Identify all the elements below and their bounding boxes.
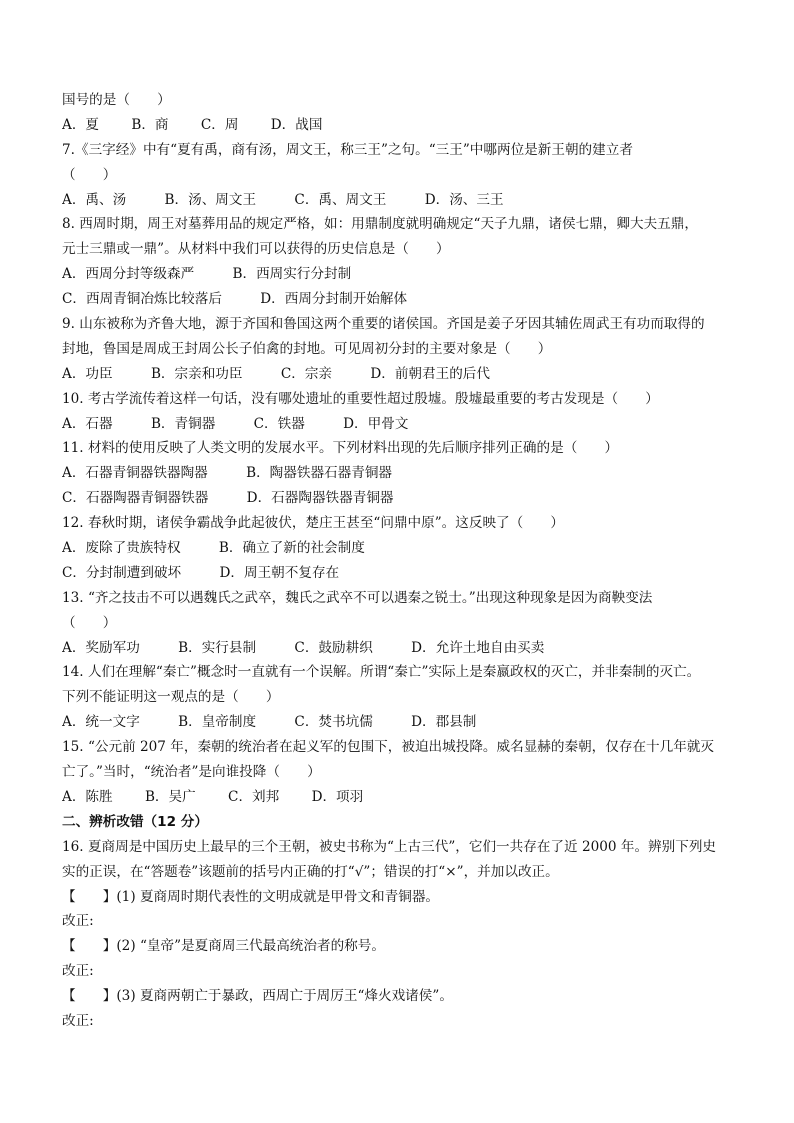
q9-stem-line-1: 9. 山东被称为齐鲁大地，源于齐国和鲁国这两个重要的诸侯国。齐国是姜子牙因其辅佐周武王有功而取得的: [62, 316, 705, 333]
q14-option-d: D．郡县制: [411, 714, 477, 731]
q12-options-row-1: [62, 536, 736, 561]
q12-option-a: A．废除了贵族特权: [62, 540, 181, 557]
q10-option-a: A．石器: [62, 415, 113, 432]
q6-option-a: A．夏: [62, 116, 100, 133]
q11-stem: 11. 材料的使用反映了人类文明的发展水平。下列材料出现的先后顺序排列正确的是（ ）: [62, 440, 619, 457]
q6-options: [62, 113, 736, 138]
q13-option-b: B．实行县制: [178, 639, 257, 656]
q10-option-b: B．青铜器: [150, 415, 216, 432]
q6-option-c: C．周: [200, 116, 239, 133]
q12-option-c: C．分封制遭到破坏: [62, 564, 182, 581]
q6-option-b: B．商: [131, 116, 169, 133]
q8-option-c: C．西周青铜冶炼比较落后: [62, 291, 222, 308]
q11-options-row-2: [62, 486, 736, 511]
section-heading-correction: 二、辨析改错（12 分）: [62, 813, 208, 830]
q16-stem-line-1: 16. 夏商周是中国历史上最早的三个王朝，被史书称为“上古三代”，它们一共存在了近 2000 年。辨别下列史: [62, 838, 717, 855]
q8-options-row-1: [62, 262, 736, 287]
q13-options: [62, 636, 736, 661]
q9-option-d: D．前朝君王的后代: [370, 365, 490, 382]
q11-options-row-1: [62, 461, 736, 486]
q14-stem-line-2: 下列不能证明这一观点的是（ ）: [62, 689, 280, 706]
q9-options: [62, 362, 736, 387]
q7-option-a: A．禹、汤: [62, 191, 127, 208]
q13-option-a: A．奖励军功: [62, 639, 140, 656]
q12-option-d: D．周王朝不复存在: [219, 564, 340, 581]
q8-option-a: A．西周分封等级森严: [62, 266, 195, 283]
q10-option-d: D．甲骨文: [343, 415, 409, 432]
q12-option-b: B．确立了新的社会制度: [218, 540, 365, 557]
q16-item-2: 【 】(2) “皇帝”是夏商周三代最高统治者的称号。: [62, 938, 385, 955]
q16-correction-1: 改正:: [62, 913, 94, 930]
q16-item-3: 【 】(3) 夏商两朝亡于暴政，西周亡于周厉王“烽火戏诸侯”。: [62, 988, 453, 1005]
q8-options-row-2: [62, 287, 736, 312]
q9-option-b: B．宗亲和功臣: [150, 365, 243, 382]
q13-stem-line-1: 13. “齐之技击不可以遇魏氏之武卒，魏氏之武卒不可以遇秦之锐士。”出现这种现象是因为商鞅变法: [62, 589, 653, 606]
q8-option-b: B．西周实行分封制: [232, 266, 352, 283]
q10-option-c: C．铁器: [253, 415, 305, 432]
q9-option-c: C．宗亲: [280, 365, 333, 382]
q15-option-c: C．刘邦: [228, 788, 280, 805]
q15-option-b: B．吴广: [144, 788, 196, 805]
q14-option-a: A．统一文字: [62, 714, 140, 731]
q10-stem: 10. 考古学流传着这样一句话，没有哪处遗址的重要性超过殷墟。殷墟最重要的考古发现是（ ）: [62, 390, 659, 407]
q14-option-b: B．皇帝制度: [178, 714, 257, 731]
q16-stem-line-2: 实的正误，在“答题卷”该题前的括号内正确的打“√”；错误的打“×”，并加以改正。: [62, 863, 559, 880]
q11-option-c: C．石器陶器青铜器铁器: [62, 490, 209, 507]
q6-stem-tail: 国号的是（ ）: [62, 92, 171, 108]
q13-option-d: D．允许土地自由买卖: [411, 639, 545, 656]
q7-stem-line-2: （ ）: [62, 166, 117, 183]
q12-options-row-2: [62, 561, 736, 586]
q9-stem-line-2: 封地，鲁国是周成王封周公长子伯禽的封地。可见周初分封的主要对象是（ ）: [62, 340, 552, 357]
q11-option-b: B．陶器铁器石器青铜器: [246, 465, 393, 482]
q6-option-d: D．战国: [270, 116, 323, 133]
q7-options: [62, 188, 736, 213]
q11-option-d: D．石器陶器铁器青铜器: [246, 490, 394, 507]
q15-stem-line-2: 亡了。”当时，“统治者”是向谁投降（ ）: [62, 764, 321, 781]
q16-item-1: 【 】(1) 夏商周时期代表性的文明成就是甲骨文和青铜器。: [62, 888, 440, 905]
q8-stem-line-2: 元士三鼎或一鼎”。从材料中我们可以获得的历史信息是（ ）: [62, 241, 450, 258]
q16-correction-3: 改正:: [62, 1012, 94, 1029]
q11-option-a: A．石器青铜器铁器陶器: [62, 465, 208, 482]
q14-stem-line-1: 14. 人们在理解“秦亡”概念时一直就有一个误解。所谓“秦亡”实际上是秦嬴政权的灭亡，并非秦制的灭亡。: [62, 664, 701, 681]
q15-option-d: D．项羽: [311, 788, 364, 805]
q13-option-c: C．鼓励耕织: [294, 639, 373, 656]
q15-options: [62, 785, 736, 810]
q7-option-c: C．禹、周文王: [294, 191, 387, 208]
q8-stem-line-1: 8. 西周时期，周王对墓葬用品的规定严格，如：用鼎制度就明确规定“天子九鼎，诸侯七鼎，卿大夫五鼎，: [62, 216, 698, 233]
q7-option-b: B．汤、周文王: [164, 191, 257, 208]
q14-option-c: C．焚书坑儒: [294, 714, 373, 731]
q7-stem-line-1: 7.《三字经》中有“夏有禹，商有汤，周文王，称三王”之句。“三王”中哪两位是新王朝的建立者: [62, 141, 633, 158]
q15-stem-line-1: 15. “公元前 207 年，秦朝的统治者在起义军的包围下，被迫出城投降。威名显赫的秦朝，仅存在十几年就灭: [62, 739, 715, 756]
q14-options: [62, 710, 736, 735]
q16-correction-2: 改正:: [62, 963, 94, 980]
q10-options: [62, 412, 736, 437]
q15-option-a: A．陈胜: [62, 788, 113, 805]
q8-option-d: D．西周分封制开始解体: [260, 291, 408, 308]
q12-stem: 12. 春秋时期，诸侯争霸战争此起彼伏，楚庄王甚至“问鼎中原”。这反映了（ ）: [62, 515, 565, 532]
q7-option-d: D．汤、三王: [424, 191, 504, 208]
q9-option-a: A．功臣: [62, 365, 113, 382]
q13-stem-line-2: （ ）: [62, 614, 117, 631]
